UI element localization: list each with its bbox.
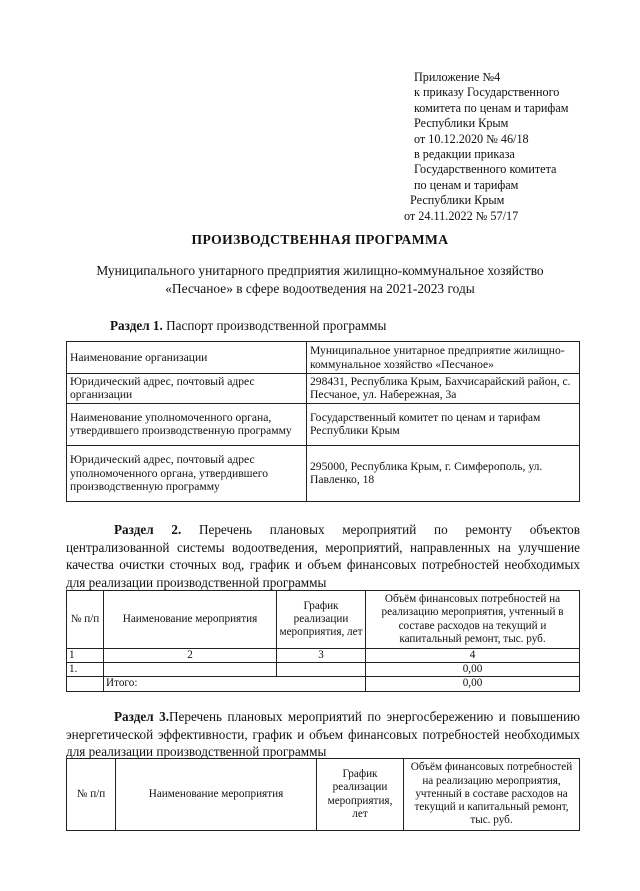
header-num: № п/п xyxy=(67,591,104,649)
header-volume: Объём финансовых потребностей на реализацию мероприятия, учтенный в составе расходов на текущий и капитальный ремонт, тыс. руб. xyxy=(366,591,580,649)
section3-text: Перечень плановых мероприятий по энергосбережению и повышению энергетической эффективности, график и объем финансовых потребностей необходимых для реализации производственной программы xyxy=(66,709,580,760)
table-cell-value: 298431, Республика Крым, Бахчисарайский район, с. Песчаное, ул. Набережная, 3а xyxy=(307,374,580,404)
table-row xyxy=(67,374,580,404)
table-row xyxy=(67,445,580,501)
subtitle-line: «Песчаное» в сфере водоотведения на 2021-2023 годы xyxy=(165,281,475,296)
header-schedule: График реализации мероприятия, лет xyxy=(277,591,366,649)
appendix-line: к приказу Государственного xyxy=(414,85,560,100)
table-index-row xyxy=(67,649,580,663)
table-cell-key: Юридический адрес, почтовый адрес уполномоченного органа, утвердившего производственную программу xyxy=(67,445,307,501)
table-cell-key: Наименование уполномоченного органа, утвердившего производственную программу xyxy=(67,403,307,445)
index-cell: 4 xyxy=(366,649,580,663)
section2-label: Раздел 2. xyxy=(114,522,182,537)
document-title: ПРОИЗВОДСТВЕННАЯ ПРОГРАММА xyxy=(191,232,449,247)
table-cell-value: Государственный комитет по ценам и тарифам Республики Крым xyxy=(307,403,580,445)
table-row xyxy=(67,663,580,677)
index-cell: 3 xyxy=(277,649,366,663)
row-name xyxy=(104,663,277,677)
appendix-line: Республики Крым xyxy=(410,193,505,208)
section1-label: Раздел 1. xyxy=(110,318,163,333)
appendix-line: комитета по ценам и тарифам xyxy=(414,100,569,115)
table-row xyxy=(67,342,580,374)
header-name: Наименование мероприятия xyxy=(116,759,317,831)
appendix-line: Республики Крым xyxy=(414,116,509,131)
repair-measures-table xyxy=(66,590,580,692)
document-subtitle xyxy=(40,262,600,298)
appendix-line: от 10.12.2020 № 46/18 xyxy=(414,131,529,146)
index-cell: 2 xyxy=(104,649,277,663)
appendix-line: Государственного комитета xyxy=(414,162,557,177)
section1-heading xyxy=(110,318,386,334)
subtitle-line: Муниципального унитарного предприятия жилищно-коммунальное хозяйство xyxy=(96,263,544,278)
header-num: № п/п xyxy=(67,759,116,831)
section3-label: Раздел 3. xyxy=(114,709,170,724)
appendix-line: от 24.11.2022 № 57/17 xyxy=(404,208,519,223)
energy-measures-table xyxy=(66,758,580,831)
table-cell-value: Муниципальное унитарное предприятие жилищно-коммунальное хозяйство «Песчаное» xyxy=(307,342,580,374)
table-total-row xyxy=(67,677,580,691)
passport-table xyxy=(66,341,580,502)
section1-text: Паспорт производственной программы xyxy=(162,318,387,333)
header-name: Наименование мероприятия xyxy=(104,591,277,649)
header-volume: Объём финансовых потребностей на реализацию мероприятия, учтенный в составе расходов на текущий и капитальный ремонт, тыс. руб. xyxy=(404,759,580,831)
appendix-line: по ценам и тарифам xyxy=(414,177,519,192)
header-schedule: График реализации мероприятия, лет xyxy=(317,759,404,831)
appendix-line: Приложение №4 xyxy=(414,70,501,84)
row-num: 1. xyxy=(67,663,104,677)
appendix-block xyxy=(404,70,568,224)
row-volume: 0,00 xyxy=(366,663,580,677)
section2-text: Перечень плановых мероприятий по ремонту объектов централизованной системы водоотведения, мероприятий, направленных на улучшение качества очистки сточных вод, график и объем финансовых потребностей необходимых для реализации производственной программы xyxy=(66,522,581,590)
table-cell-key: Наименование организации xyxy=(67,342,307,374)
appendix-line: в редакции приказа xyxy=(414,147,515,162)
table-header-row xyxy=(67,591,580,649)
table-cell-key: Юридический адрес, почтовый адрес организации xyxy=(67,374,307,404)
total-volume: 0,00 xyxy=(366,677,580,691)
index-cell: 1 xyxy=(67,649,104,663)
section3-paragraph xyxy=(66,708,580,761)
total-label: Итого: xyxy=(104,677,366,691)
section2-paragraph xyxy=(66,521,580,591)
row-schedule xyxy=(277,663,366,677)
table-header-row xyxy=(67,759,580,831)
table-cell-value: 295000, Республика Крым, г. Симферополь, ул. Павленко, 18 xyxy=(307,445,580,501)
table-row xyxy=(67,403,580,445)
